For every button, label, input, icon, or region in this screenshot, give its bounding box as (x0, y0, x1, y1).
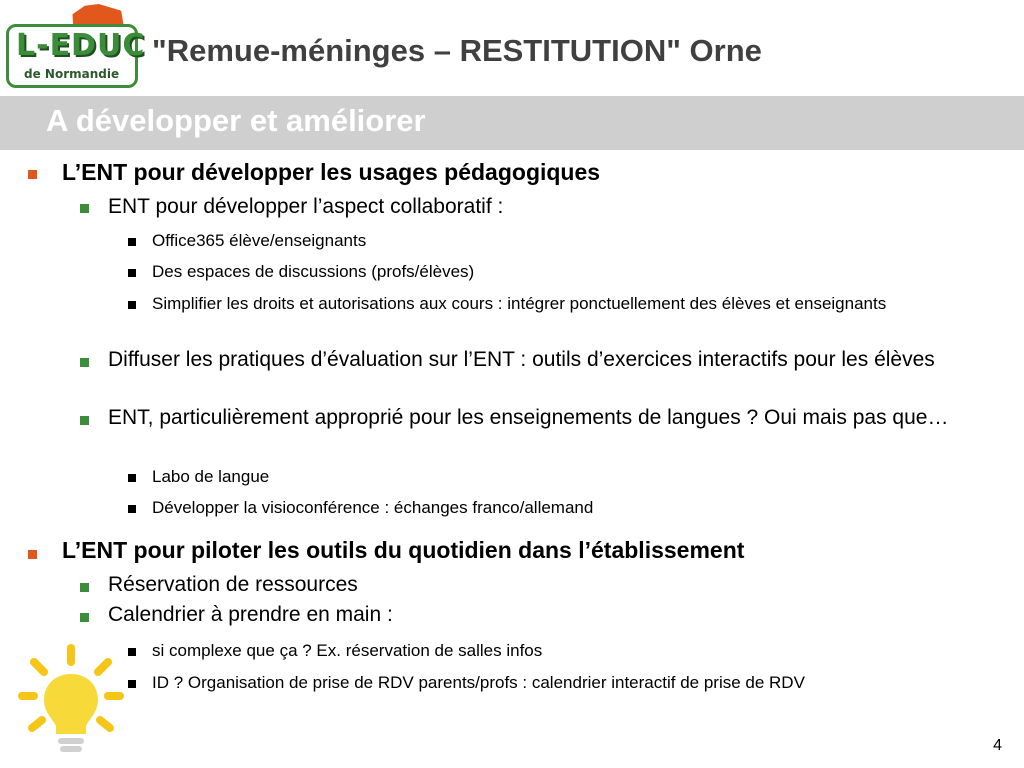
list-item-text: Diffuser les pratiques d’évaluation sur l’ENT : outils d’exercices interactifs pour les élèves (108, 348, 935, 371)
list-item-text: L’ENT pour piloter les outils du quotidien dans l’établissement (62, 537, 745, 563)
section-title: A développer et améliorer (46, 103, 426, 138)
square-bullet-icon (80, 416, 89, 425)
list-item-text: Développer la visioconférence : échanges franco/allemand (152, 498, 594, 517)
square-bullet-icon (128, 505, 136, 513)
square-bullet-icon (80, 613, 89, 622)
logo-main-text: L-EDUC (16, 28, 146, 63)
square-bullet-icon (80, 358, 89, 367)
list-item-text: Simplifier les droits et autorisations aux cours : intégrer ponctuellement des élèves et enseignants (152, 294, 887, 313)
list-item-text: Labo de langue (152, 467, 270, 486)
list-item-text: Office365 élève/enseignants (152, 231, 367, 250)
square-bullet-icon (28, 170, 37, 179)
square-bullet-icon (28, 550, 37, 559)
square-bullet-icon (128, 648, 136, 656)
list-item-text: L’ENT pour développer les usages pédagogiques (62, 159, 601, 185)
square-bullet-icon (80, 583, 89, 592)
square-bullet-icon (128, 474, 136, 482)
square-bullet-icon (128, 680, 136, 688)
square-bullet-icon (128, 269, 136, 277)
lightbulb-icon (16, 640, 126, 758)
list-item-text: Calendrier à prendre en main : (108, 603, 393, 626)
list-item-text: si complexe que ça ? Ex. réservation de salles infos (152, 641, 543, 660)
list-item-text: ID ? Organisation de prise de RDV parents/profs : calendrier interactif de prise de RDV (152, 673, 805, 692)
list-item-text: ENT pour développer l’aspect collaboratif : (108, 195, 504, 218)
list-item-text: Réservation de ressources (108, 573, 358, 596)
square-bullet-icon (80, 204, 89, 213)
list-item-text: ENT, particulièrement approprié pour les enseignements de langues ? Oui mais pas que… (108, 406, 949, 429)
square-bullet-icon (128, 301, 136, 309)
logo-sub-text: de Normandie (24, 67, 120, 81)
logo (6, 4, 146, 88)
square-bullet-icon (128, 238, 136, 246)
page-number: 4 (993, 737, 1002, 754)
list-item-text: Des espaces de discussions (profs/élèves) (152, 262, 475, 281)
slide-title: "Remue-méninges – RESTITUTION" Orne (152, 33, 762, 68)
